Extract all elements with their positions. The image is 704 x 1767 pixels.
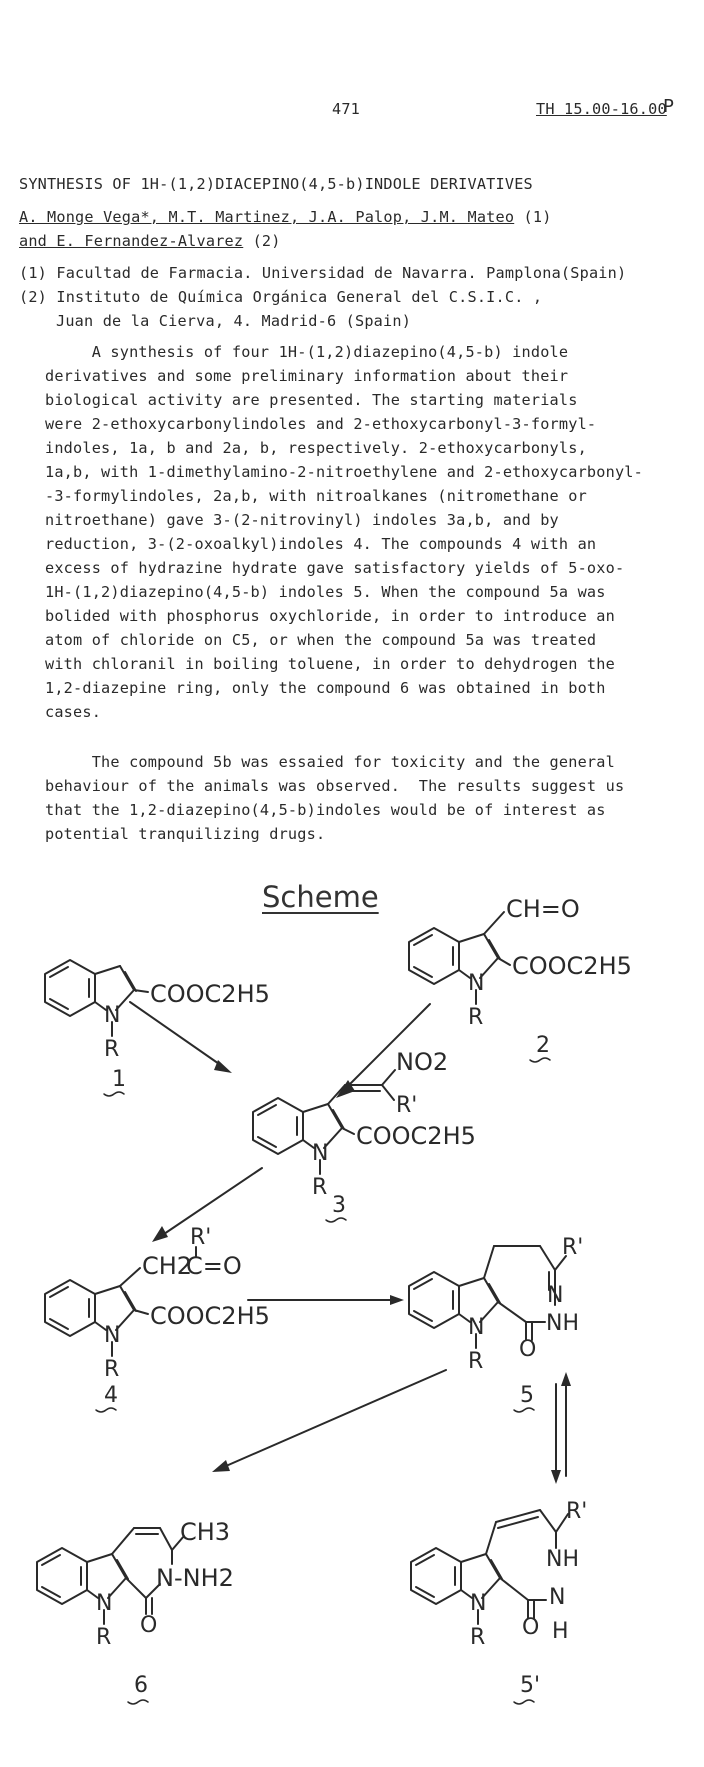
compound-5-oxo: O (519, 1337, 537, 1362)
compound-4-ketone: C=O (186, 1252, 242, 1280)
authors-affil-ref-1: (1) (514, 208, 552, 226)
compound-3-label: 3 (332, 1193, 346, 1218)
compound-5prime-oxo: O (522, 1615, 540, 1640)
compound-5prime-nh-upper: NH (546, 1547, 579, 1572)
compound-5-rprime: R' (562, 1235, 584, 1260)
authors-affil-ref-2: (2) (243, 232, 281, 250)
affiliation-2: (2) Instituto de Química Orgánica General del C.S.I.C. , (19, 288, 543, 306)
compound-6-r: R (96, 1625, 112, 1650)
compound-1-structure (45, 960, 148, 1036)
compound-3-r: R (312, 1175, 328, 1200)
arrow-1-to-3 (130, 1002, 222, 1066)
compound-6-methyl: CH3 (180, 1518, 231, 1546)
affiliation-1: (1) Facultad de Farmacia. Universidad de Navarra. Pamplona(Spain) (19, 264, 627, 282)
compound-5-n: N (547, 1283, 564, 1308)
corner-letter: P (663, 96, 674, 117)
session-time: TH 15.00-16.00 (536, 100, 667, 118)
compound-2-n: N (468, 971, 485, 996)
authors-names-1: A. Monge Vega*, M.T. Martinez, J.A. Palop, J.M. Mateo (19, 208, 515, 226)
compound-3-rprime: R' (396, 1093, 418, 1118)
compound-3-nitro: NO2 (396, 1048, 449, 1076)
compound-1-r: R (104, 1037, 120, 1062)
compound-1-n: N (104, 1003, 121, 1028)
compound-4-rprime: R' (190, 1225, 212, 1250)
arrow-3-to-4-head (152, 1226, 168, 1242)
compound-4-ester: COOC2H5 (150, 1302, 270, 1330)
compound-5prime-h: H (552, 1619, 569, 1644)
compound-2-label: 2 (536, 1033, 550, 1058)
arrow-4-to-5-head (390, 1295, 404, 1305)
compound-5-structure (409, 1246, 566, 1348)
compound-1-label: 1 (112, 1067, 126, 1092)
paper-title: SYNTHESIS OF 1H-(1,2)DIACEPINO(4,5-b)INDOLE DERIVATIVES (19, 175, 533, 193)
compound-6-hydrazino: N-NH2 (156, 1564, 234, 1592)
compound-3-n: N (312, 1141, 329, 1166)
compound-5prime-r: R (470, 1625, 486, 1650)
arrow-5-to-6 (226, 1370, 446, 1466)
compound-4-r: R (104, 1357, 120, 1382)
compound-4-label: 4 (104, 1383, 118, 1408)
compound-4-ch2: CH2 (142, 1252, 193, 1280)
compound-6-n: N (96, 1591, 113, 1616)
compound-2-structure (409, 912, 510, 1004)
arrow-3-to-4 (164, 1168, 262, 1234)
affiliation-2-address: Juan de la Cierva, 4. Madrid-6 (Spain) (56, 312, 412, 330)
compound-5prime-rprime: R' (566, 1499, 588, 1524)
compound-6-oxo: O (140, 1613, 158, 1638)
page-number: 471 (332, 100, 361, 118)
compound-5prime-ring-n: N (470, 1591, 487, 1616)
equilibrium-arrow-down-head (551, 1470, 561, 1484)
compound-2-ester: COOC2H5 (512, 952, 632, 980)
compound-5prime-label: 5' (520, 1673, 541, 1698)
compound-5prime-n: N (549, 1585, 566, 1610)
arrow-5-to-6-head (212, 1460, 230, 1472)
scheme-title: Scheme (262, 880, 379, 914)
compound-2-aldehyde: CH=O (506, 895, 580, 923)
authors-names-2: and E. Fernandez-Alvarez (19, 232, 244, 250)
compound-5-r: R (468, 1349, 484, 1374)
compound-5-label: 5 (520, 1383, 534, 1408)
conclusion-paragraph: The compound 5b was essaied for toxicity and the general behaviour of the animals was observed. The results suggest us that the 1,2-diazepino(4,5-b)indoles would be of interest as potential tranquilizing drugs. (45, 753, 625, 843)
compound-5prime-structure (411, 1510, 568, 1624)
compound-5-ring-n: N (468, 1315, 485, 1340)
abstract-paragraph: A synthesis of four 1H-(1,2)diazepino(4,5-b) indole derivatives and some preliminary information about their biological activity are presented. The starting materials were 2-ethoxycarbonylindoles and 2-ethoxycarbonyl-3-formyl- indoles, 1a, b and 2a, b, respectively. 2-ethoxycarbonyls, 1a,b, with 1-dimethylamino-2-nitroethylene and 2-ethoxycarbonyl- -3-formylindoles, 2a,b, with nitroalkanes (nitromethane or nitroethane) gave 3-(2-nitrovinyl) indoles 3a,b, and by reduction, 3-(2-oxoalkyl)indoles 4. The compounds 4 with an excess of hydrazine hydrate gave satisfactory yields of 5-oxo- 1H-(1,2)diazepino(4,5-b) indoles 5. When the compound 5a was bolided with phosphorus oxychloride, in order to introduce an atom of chloride on C5, or when the compound 5a was treated with chloranil in boiling toluene, in order to dehydrogen the 1,2-diazepine ring, only the compound 6 was obtained in both cases. (45, 343, 643, 721)
compound-6-label: 6 (134, 1673, 148, 1698)
compound-2-r: R (468, 1005, 484, 1030)
compound-3-ester: COOC2H5 (356, 1122, 476, 1150)
compound-5-nh: NH (546, 1311, 579, 1336)
compound-4-n: N (104, 1323, 121, 1348)
equilibrium-arrow-up-head (561, 1372, 571, 1386)
compound-1-ester: COOC2H5 (150, 980, 270, 1008)
